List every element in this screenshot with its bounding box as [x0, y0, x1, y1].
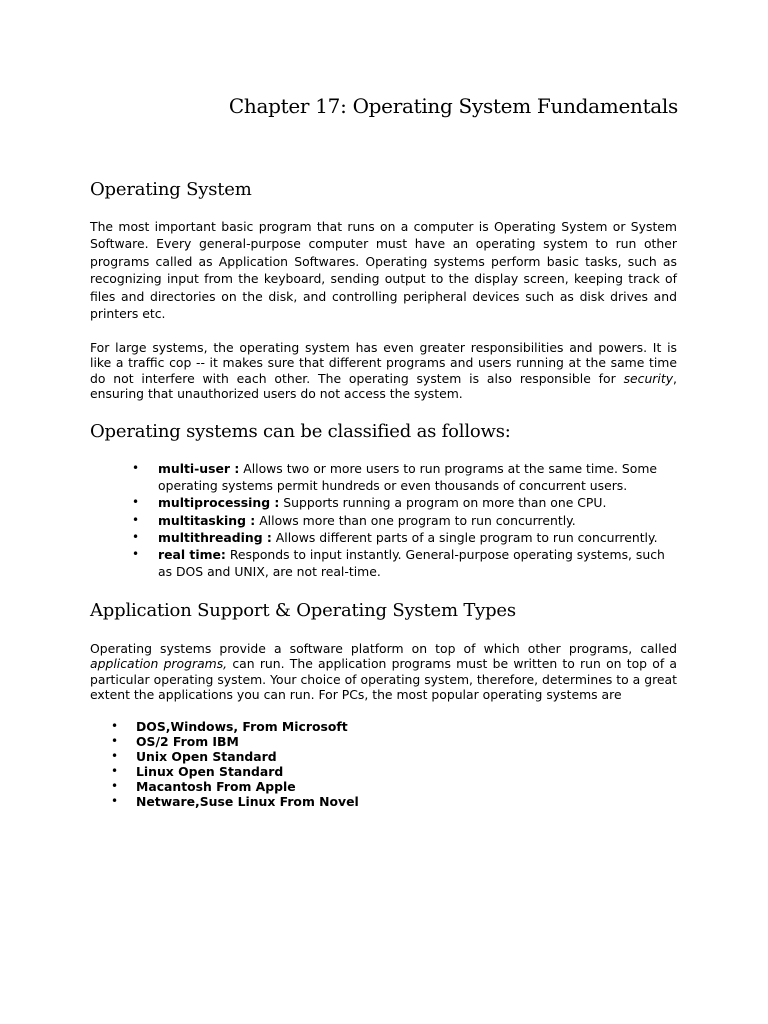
popular-os-list: [111, 719, 656, 809]
list-item-os: • DOS,Windows, From Microsoft: [111, 719, 656, 734]
paragraph-application-support-text-end: can run. The application programs must be written to run on top of a particular operating system. Your choice of operating system, therefore, determines to a great extent the applications you can run. For PCs, the most popular operating systems are: [90, 656, 677, 702]
desc-multithreading: Allows different parts of a single program to run concurrently.: [271, 529, 658, 545]
paragraph-large-systems: [90, 340, 677, 401]
list-item-os: • Unix Open Standard: [111, 749, 656, 764]
chapter-title: Chapter 17: Operating System Fundamentals: [228, 94, 678, 118]
desc-real-time: Responds to input instantly. General-purpose operating systems, such as DOS and UNIX, are not real-time.: [158, 547, 665, 580]
term-multiprocessing: multiprocessing :: [158, 495, 280, 511]
term-multitasking: multitasking :: [158, 512, 256, 528]
paragraph-application-support: [90, 641, 677, 702]
desc-multiprocessing: Supports running a program on more than one CPU.: [279, 495, 607, 511]
emphasis-application-programs: application programs,: [90, 656, 228, 672]
list-item-os: • OS/2 From IBM: [111, 734, 656, 749]
list-item-os: • Macantosh From Apple: [111, 779, 656, 794]
desc-multi-user: Allows two or more users to run programs at the same time. Some operating systems permit hundreds or even thousands of concurrent users.: [158, 461, 658, 494]
list-item-multiprocessing: [132, 494, 677, 511]
section-heading-application-support: Application Support & Operating System Types: [90, 600, 516, 621]
term-real-time: real time:: [158, 547, 226, 563]
list-item-os: • Linux Open Standard: [111, 764, 656, 779]
paragraph-large-systems-text-end: , ensuring that unauthorized users do not access the system.: [90, 370, 677, 401]
paragraph-application-support-text: Operating systems provide a software platform on top of which other programs, called: [90, 641, 677, 656]
list-item-real-time: [132, 546, 677, 580]
term-multithreading: multithreading :: [158, 529, 272, 545]
list-item-multi-user: [132, 460, 677, 494]
list-item-multithreading: [132, 529, 677, 546]
term-multi-user: multi-user :: [158, 461, 240, 476]
section-heading-classification: Operating systems can be classified as follows:: [90, 421, 511, 442]
desc-multitasking: Allows more than one program to run concurrently.: [255, 512, 576, 528]
paragraph-large-systems-text: For large systems, the operating system has even greater responsibilities and powers. It is like a traffic cop -- it makes sure that different programs and users running at the same time do not interfere with each other. The operating system is also responsible for: [90, 340, 677, 386]
list-item-os: • Netware,Suse Linux From Novel: [111, 794, 656, 809]
classification-list: [132, 460, 677, 580]
paragraph-os-intro: The most important basic program that runs on a computer is Operating System or System Software. Every general-purpose computer must have an operating system to run other programs called as Application Softwares. Operating systems perform basic tasks, such as recognizing input from the keyboard, sending output to the display screen, keeping track of files and directories on the disk, and controlling peripheral devices such as disk drives and printers etc.: [90, 219, 677, 322]
section-heading-operating-system: Operating System: [90, 179, 252, 200]
emphasis-security: security: [623, 370, 674, 386]
list-item-multitasking: [132, 512, 677, 529]
